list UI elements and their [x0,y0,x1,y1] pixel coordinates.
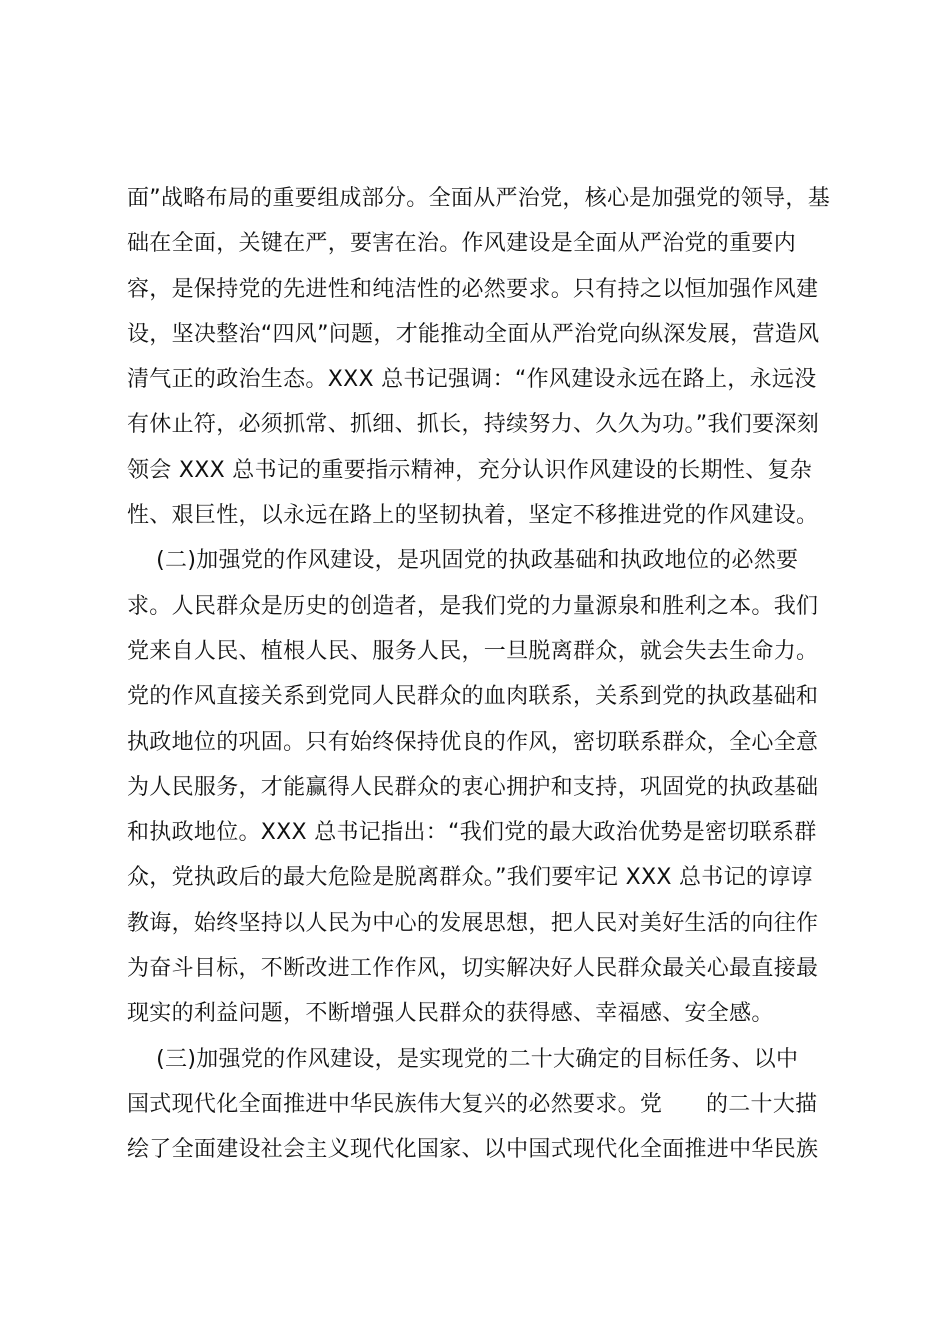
text-line-17: 教诲，始终坚持以人民为中心的发展思想，把人民对美好生活的向往作 [127,910,819,936]
text-line-20: (三)加强党的作风建设，是实现党的二十大确定的目标任务、以中 [127,1046,799,1072]
text-line-12: 党的作风直接关系到党同人民群众的血肉联系，关系到党的执政基础和 [127,684,819,710]
text-line-2: 础在全面，关键在严，要害在治。作风建设是全面从严治党的重要内 [127,231,797,257]
text-line-7: 领会 XXX 总书记的重要指示精神，充分认识作风建设的长期性、复杂 [127,457,813,483]
text-line-5: 清气正的政治生态。XXX 总书记强调：“作风建设永远在路上，永远没 [127,367,817,393]
text-line-6: 有休止符，必须抓常、抓细、抓长，持续努力、久久为功。”我们要深刻 [127,412,819,438]
text-line-11: 党来自人民、植根人民、服务人民，一旦脱离群众，就会失去生命力。 [127,638,819,664]
text-line-18: 为奋斗目标，不断改进工作作风，切实解决好人民群众最关心最直接最 [127,956,819,982]
document-body [127,176,847,1173]
text-line-15: 和执政地位。XXX 总书记指出：“我们党的最大政治优势是密切联系群 [127,820,817,846]
text-line-22: 绘了全面建设社会主义现代化国家、以中国式现代化全面推进中华民族 [127,1137,819,1163]
text-line-21: 国式现代化全面推进中华民族伟大复兴的必然要求。党 的二十大描 [127,1091,818,1117]
text-line-13: 执政地位的巩固。只有始终保持优良的作风，密切联系群众，全心全意 [127,729,819,755]
text-line-3: 容，是保持党的先进性和纯洁性的必然要求。只有持之以恒加强作风建 [127,276,819,302]
text-line-9: (二)加强党的作风建设，是巩固党的执政基础和执政地位的必然要 [127,548,799,574]
text-line-10: 求。人民群众是历史的创造者，是我们党的力量源泉和胜利之本。我们 [127,593,819,619]
text-line-8: 性、艰巨性，以永远在路上的坚韧执着，坚定不移推进党的作风建设。 [127,503,819,529]
text-line-14: 为人民服务，才能赢得人民群众的衷心拥护和支持，巩固党的执政基础 [127,774,819,800]
text-line-4: 设，坚决整治“四风”问题，才能推动全面从严治党向纵深发展，营造风 [127,321,820,347]
text-line-19: 现实的利益问题，不断增强人民群众的获得感、幸福感、安全感。 [127,1001,774,1027]
text-line-1: 面”战略布局的重要组成部分。全面从严治党，核心是加强党的领导，基 [127,186,830,211]
text-line-16: 众，党执政后的最大危险是脱离群众。”我们要牢记 XXX 总书记的谆谆 [127,865,813,891]
